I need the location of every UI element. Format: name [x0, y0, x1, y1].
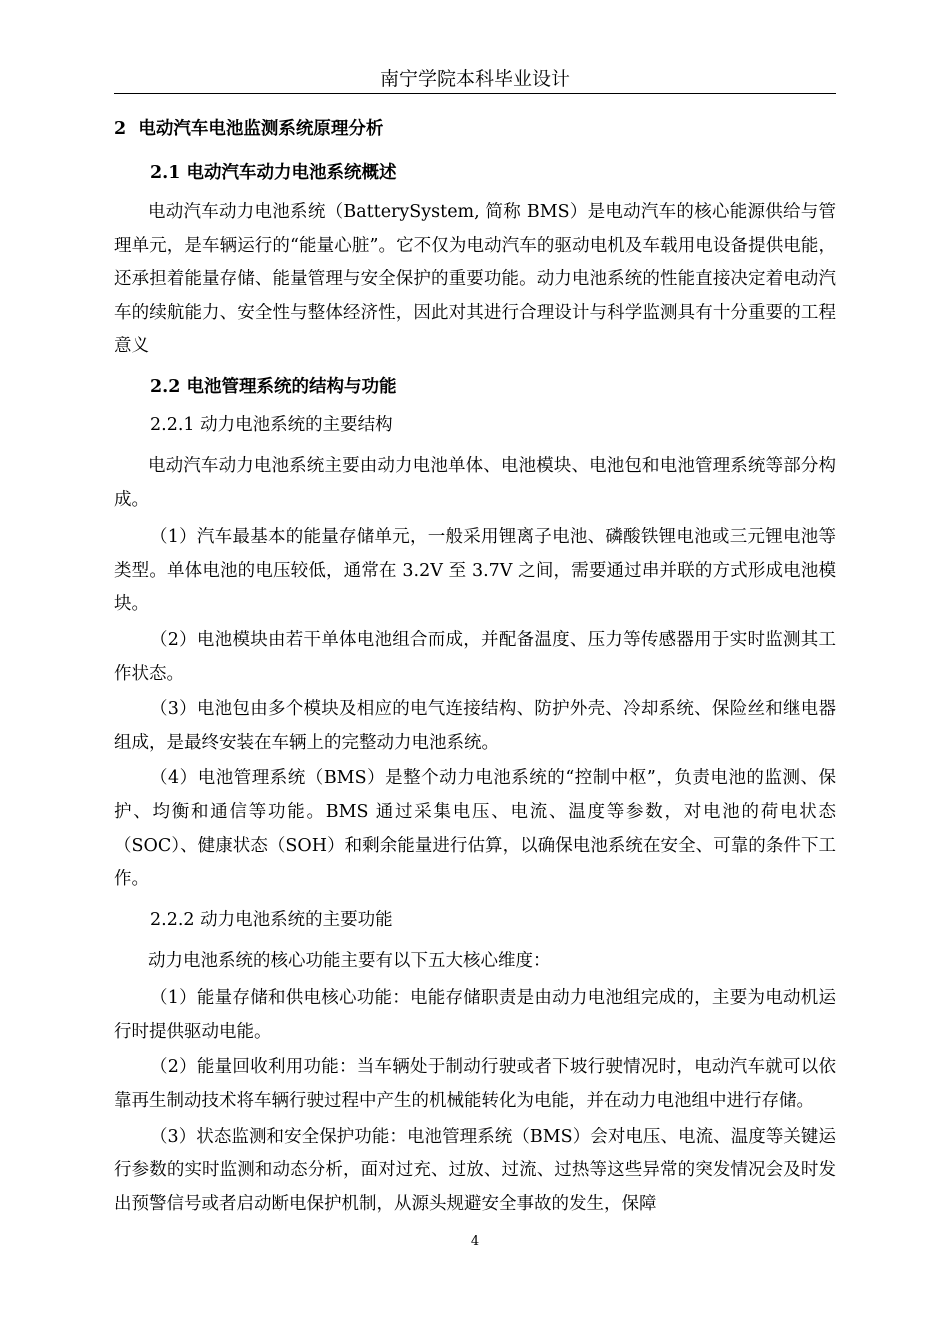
list-item: （4）电池管理系统（BMS）是整个动力电池系统的“控制中枢”，负责电池的监测、保护、均衡和通信等功能。BMS 通过采集电压、电流、温度等参数，对电池的荷电状态（SOC）、健康状态（SOH）和剩余能量进行估算，以确保电池系统在安全、可靠的条件下工作。: [114, 768, 836, 890]
list-item: （3）电池包由多个模块及相应的电气连接结构、防护外壳、冷却系统、保险丝和继电器组成，是最终安装在车辆上的完整动力电池系统。: [114, 699, 836, 753]
page-number: 4: [470, 1234, 480, 1249]
section-heading-2-1: 2.1 电动汽车动力电池系统概述: [150, 163, 397, 183]
list-item: （2）电池模块由若干单体电池组合而成，并配备温度、压力等传感器用于实时监测其工作状态。: [114, 629, 836, 684]
list-item: （3）状态监测和安全保护功能：电池管理系统（BMS）会对电压、电流、温度等关键运行参数的实时监测和动态分析，面对过充、过放、过流、过热等这些异常的突发情况会及时发出预警信号或者启动断电保护机制，从源头规避安全事故的发生，保障: [114, 1126, 836, 1214]
paragraph-2-2-2-intro: 动力电池系统的核心功能主要有以下五大核心维度：: [148, 950, 551, 971]
list-item: （2）能量回收利用功能：当车辆处于制动行驶或者下坡行驶情况时，电动汽车就可以依靠再生制动技术将车辆行驶过程中产生的机械能转化为电能，并在动力电池组中进行存储。: [114, 1057, 836, 1112]
subsection-heading-2-2-2: 2.2.2 动力电池系统的主要功能: [150, 909, 393, 930]
page-header-title: 南宁学院本科毕业设计: [379, 68, 570, 90]
section-heading-2-2: 2.2 电池管理系统的结构与功能: [150, 376, 397, 397]
list-item: （1）能量存储和供电核心功能：电能存储职责是由动力电池组完成的，主要为电动机运行时提供驱动电能。: [114, 988, 836, 1042]
chapter-heading: 2 电动汽车电池监测系统原理分析: [114, 119, 384, 139]
list-item: （1）汽车最基本的能量存储单元，一般采用锂离子电池、磷酸铁锂电池或三元锂电池等类型。单体电池的电压较低，通常在 3.2V 至 3.7V 之间，需要通过串并联的方式形成电池模块。: [114, 527, 836, 615]
header-divider: [114, 93, 836, 94]
page-content: [114, 114, 836, 1223]
subsection-heading-2-2-1: 2.2.1 动力电池系统的主要结构: [150, 414, 393, 435]
paragraph-2-2-1-intro: 电动汽车动力电池系统主要由动力电池单体、电池模块、电池包和电池管理系统等部分构成。: [114, 455, 836, 510]
paragraph-2-1: 电动汽车动力电池系统（BatterySystem, 简称 BMS）是电动汽车的核心能源供给与管理单元，是车辆运行的“能量心脏”。它不仅为电动汽车的驱动电机及车载用电设备提供电能，还承担着能量存储、能量管理与安全保护的重要功能。动力电池系统的性能直接决定着电动汽车的续航能力、安全性与整体经济性，因此对其进行合理设计与科学监测具有十分重要的工程意义: [114, 202, 836, 357]
